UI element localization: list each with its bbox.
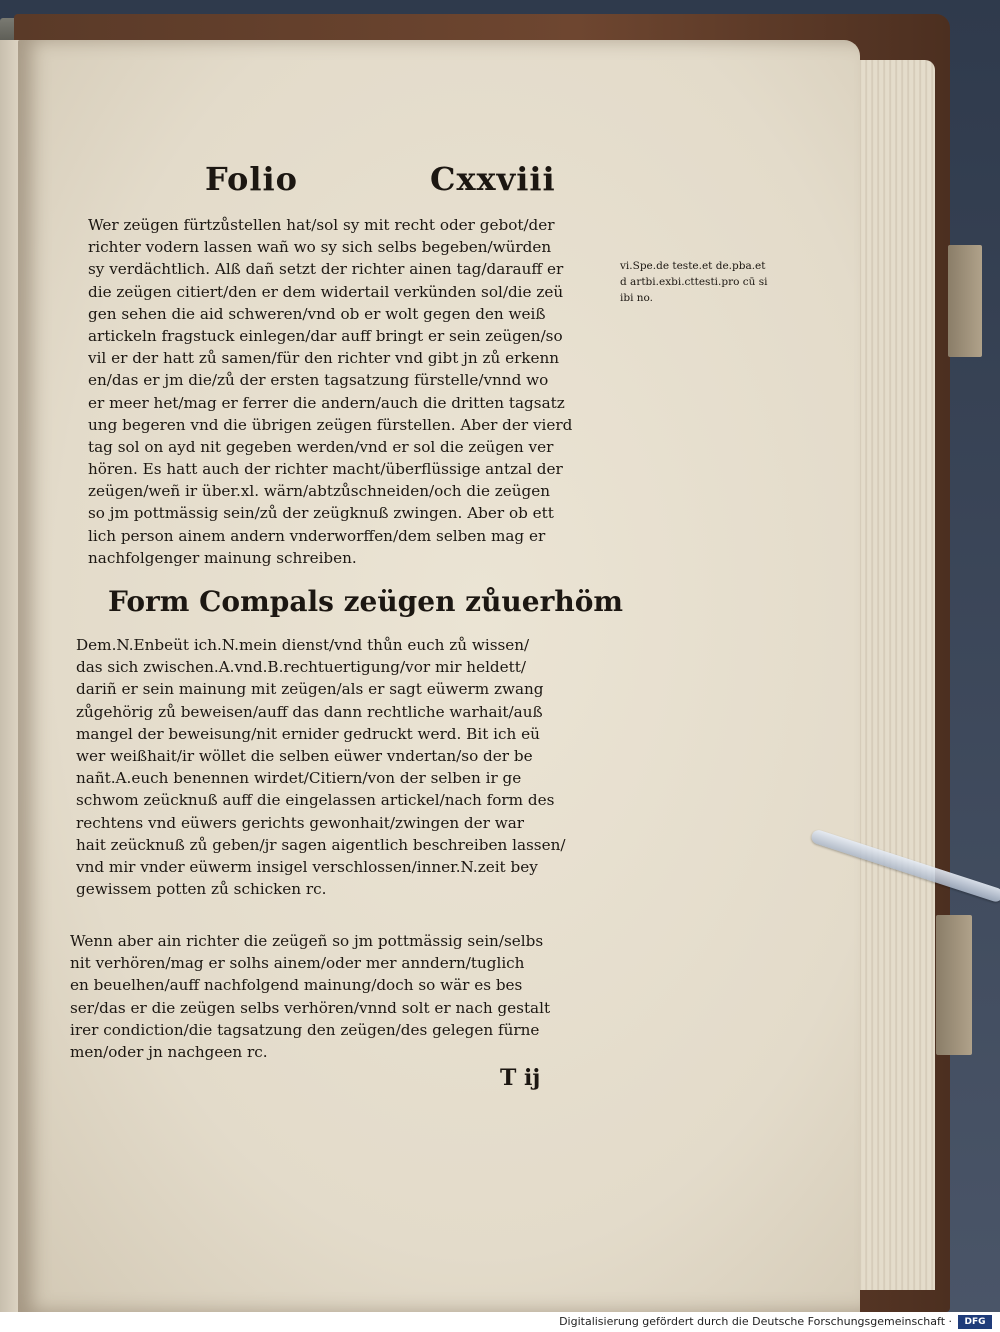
text-line: gewissem potten zů schicken rc. bbox=[76, 880, 327, 899]
footer-bar bbox=[0, 1312, 1000, 1332]
text-line: tag sol on ayd nit gegeben werden/vnd er sol die zeügen ver bbox=[88, 437, 554, 456]
text-line: ser/das er die zeügen selbs verhören/vnnd solt er nach gestalt bbox=[70, 998, 551, 1017]
text-line: richter vodern lassen wañ wo sy sich selbs begeben/würden bbox=[88, 238, 552, 257]
header-folio-number: Cxxviii bbox=[430, 160, 556, 198]
text-line: das sich zwischen.A.vnd.B.rechtuertigung/vor mir heldett/ bbox=[76, 658, 526, 677]
page-tab-lower bbox=[936, 915, 972, 1055]
text-line: wer weißhait/ir wöllet die selben eüwer vndertan/so der be bbox=[76, 746, 533, 765]
text-line: vil er der hatt zů samen/für den richter vnd gibt jn zů erkenn bbox=[88, 349, 560, 368]
page-tab-upper bbox=[948, 245, 982, 357]
text-line: Wenn aber ain richter die zeügeñ so jm pottmässig sein/selbs bbox=[70, 932, 544, 950]
text-line: sy verdächtlich. Alß dañ setzt der richter ainen tag/darauff er bbox=[88, 260, 564, 279]
text-line: irer condiction/die tagsatzung den zeügen/des gelegen fürne bbox=[70, 1020, 540, 1039]
text-line: die zeügen citiert/den er dem widertail verkünden sol/die zeü bbox=[88, 282, 564, 301]
text-line: men/oder jn nachgeen rc. bbox=[70, 1042, 268, 1061]
text-line: so jm pottmässig sein/zů der zeügknuß zwingen. Aber ob ett bbox=[88, 504, 554, 523]
text-line: schwom zeücknuß auff die eingelassen artickel/nach form des bbox=[76, 791, 555, 810]
marginal-line: ibi no. bbox=[620, 292, 654, 304]
paragraph-3 bbox=[70, 930, 590, 1063]
text-line: hait zeücknuß zů geben/jr sagen aigentlich beschreiben lassen/ bbox=[76, 835, 566, 854]
text-line: hören. Es hatt auch der richter macht/überflüssige antzal der bbox=[88, 460, 563, 479]
text-line: artickeln fragstuck einlegen/dar auff bringt er sein zeügen/so bbox=[88, 326, 563, 345]
text-line: zeügen/weñ ir über.xl. wärn/abtzůschneiden/och die zeügen bbox=[88, 482, 551, 501]
header-folio: Folio bbox=[205, 160, 298, 198]
text-line: er meer het/mag er ferrer die andern/auch die dritten tagsatz bbox=[88, 393, 565, 412]
section-heading: Form Compals zeügen zůuerhöm bbox=[108, 585, 624, 618]
text-line: nit verhören/mag er solhs ainem/oder mer anndern/tuglich bbox=[70, 954, 525, 973]
text-line: mangel der beweisung/nit ernider gedruckt werd. Bit ich eü bbox=[76, 724, 540, 743]
text-line: en/das er jm die/zů der ersten tagsatzung fürstelle/vnnd wo bbox=[88, 371, 549, 390]
text-line: vnd mir vnder eüwerm insigel verschlossen/inner.N.zeit bey bbox=[76, 857, 538, 876]
text-line: nachfolgenger mainung schreiben. bbox=[88, 548, 357, 567]
text-line: Wer zeügen fürtzůstellen hat/sol sy mit recht oder gebot/der bbox=[88, 216, 555, 234]
text-line: zůgehörig zů beweisen/auff das dann rechtliche warhait/auß bbox=[76, 702, 543, 721]
text-line: en beuelhen/auff nachfolgend mainung/doch so wär es bes bbox=[70, 976, 523, 995]
text-line: rechtens vnd eüwers gerichts gewonhait/zwingen der war bbox=[76, 813, 525, 832]
text-line: nañt.A.euch benennen wirdet/Citiern/von der selben ir ge bbox=[76, 769, 522, 788]
text-line: dariñ er sein mainung mit zeügen/als er sagt eüwerm zwang bbox=[76, 680, 544, 699]
paragraph-2 bbox=[76, 634, 596, 900]
dfg-logo: DFG bbox=[958, 1315, 992, 1329]
text-line: ung begeren vnd die übrigen zeügen fürstellen. Aber der vierd bbox=[88, 415, 573, 434]
text-line: lich person ainem andern vnderworffen/dem selben mag er bbox=[88, 526, 546, 545]
paragraph-1 bbox=[88, 214, 608, 569]
marginal-note bbox=[620, 258, 768, 306]
marginal-line: vi.Spe.de teste.et de.pba.et bbox=[620, 260, 766, 272]
text-line: Dem.N.Enbeüt ich.N.mein dienst/vnd thůn euch zů wissen/ bbox=[76, 636, 530, 654]
page-header bbox=[205, 160, 556, 204]
footer-credit: Digitalisierung gefördert durch die Deutsche Forschungsgemeinschaft · bbox=[559, 1315, 952, 1328]
marginal-line: d artbi.exbi.cttesti.pro cū si bbox=[620, 276, 768, 288]
signature-mark: T ij bbox=[500, 1065, 541, 1091]
text-line: gen sehen die aid schweren/vnd ob er wolt gegen den weiß bbox=[88, 304, 546, 323]
